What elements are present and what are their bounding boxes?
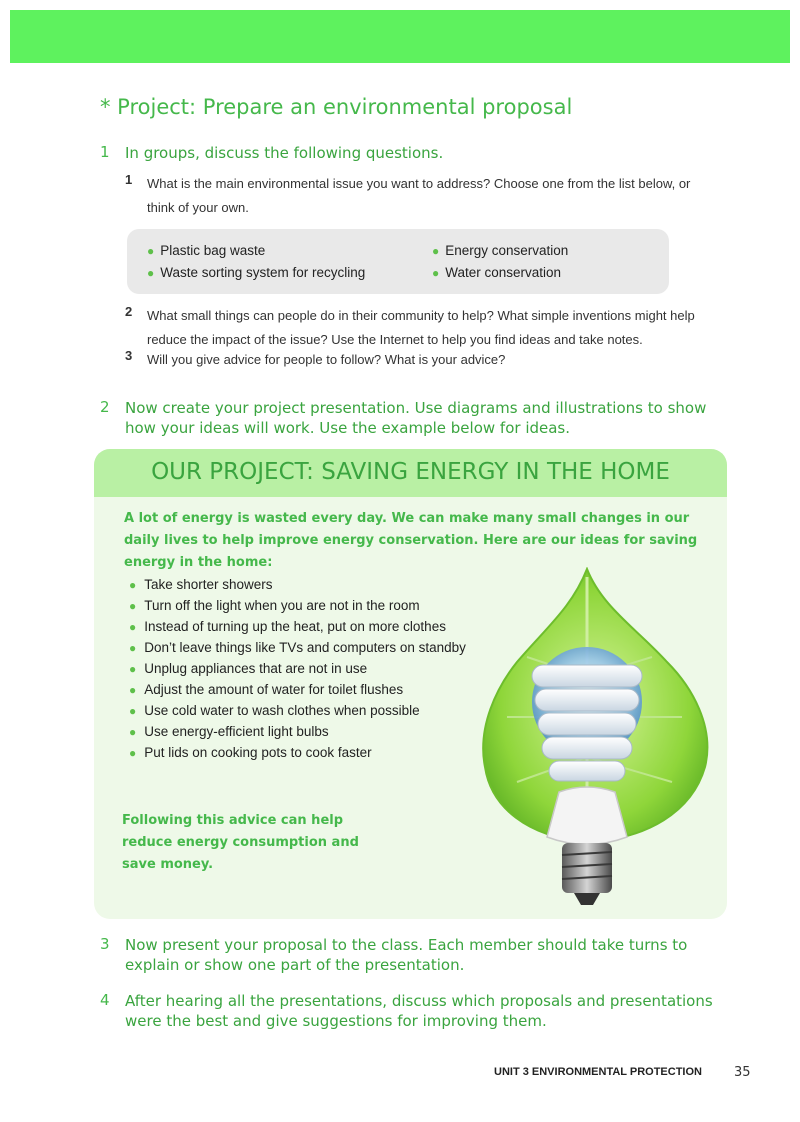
example-title: OUR PROJECT: SAVING ENERGY IN THE HOME (151, 459, 670, 485)
question-2-number: 2 (100, 398, 110, 416)
green-dot-icon: ● (129, 578, 137, 592)
sub-question-2 (125, 304, 695, 347)
green-dot-icon: ● (432, 266, 440, 280)
tip-item: ● Turn off the light when you are not in the room (129, 598, 420, 613)
top-banner (10, 10, 790, 63)
green-dot-icon: ● (129, 599, 137, 613)
green-dot-icon: ● (129, 725, 137, 739)
green-dot-icon: ● (129, 683, 137, 697)
option-item: ● Water conservation (432, 265, 562, 280)
example-project-panel (94, 449, 727, 919)
leaf-lightbulb-icon (477, 567, 717, 917)
green-dot-icon: ● (129, 620, 137, 634)
question-4-number: 4 (100, 991, 110, 1009)
tip-item: ● Use cold water to wash clothes when possible (129, 703, 420, 718)
green-dot-icon: ● (129, 704, 137, 718)
sub-question-text: What small things can people do in their community to help? What simple inventions might help reduce the impact of the issue? Use the Internet to help you find ideas and take notes. (147, 308, 695, 347)
tip-item: ● Use energy-efficient light bulbs (129, 724, 329, 739)
question-1-text: In groups, discuss the following questions. (125, 144, 444, 162)
green-dot-icon: ● (432, 244, 440, 258)
sub-question-number: 2 (125, 304, 133, 319)
question-2-text: Now create your project presentation. Use diagrams and illustrations to show how your ideas will work. Use the example below for ideas. (125, 399, 707, 437)
sub-question-number: 3 (125, 348, 133, 363)
tip-item: ● Take shorter showers (129, 577, 273, 592)
tip-item: ● Unplug appliances that are not in use (129, 661, 368, 676)
footer-unit-label: UNIT 3 ENVIRONMENTAL PROTECTION (494, 1066, 702, 1078)
tip-item: ● Don’t leave things like TVs and computers on standby (129, 640, 466, 655)
option-item: ● Energy conservation (432, 243, 569, 258)
question-1-number: 1 (100, 143, 110, 161)
question-4-text: After hearing all the presentations, discuss which proposals and presentations were the best and give suggestions for improving them. (125, 992, 713, 1030)
option-item: ● Plastic bag waste (147, 243, 266, 258)
sub-question-text: What is the main environmental issue you want to address? Choose one from the list below, or think of your own. (147, 176, 691, 215)
green-dot-icon: ● (129, 746, 137, 760)
issue-options-box (127, 229, 669, 294)
sub-question-1 (125, 172, 691, 215)
sub-question-3 (125, 348, 506, 367)
option-item: ● Waste sorting system for recycling (147, 265, 366, 280)
example-conclusion: Following this advice can help reduce energy consumption and save money. (122, 813, 359, 872)
example-intro: A lot of energy is wasted every day. We can make many small changes in our daily lives to help improve energy conservation. Here are our ideas for saving energy in the home: (124, 511, 698, 570)
sub-question-text: Will you give advice for people to follow? What is your advice? (147, 352, 506, 367)
sub-question-number: 1 (125, 172, 133, 187)
green-dot-icon: ● (129, 641, 137, 655)
green-dot-icon: ● (129, 662, 137, 676)
green-dot-icon: ● (147, 244, 155, 258)
page-title: * Project: Prepare an environmental proposal (100, 95, 573, 119)
green-dot-icon: ● (147, 266, 155, 280)
question-3-number: 3 (100, 935, 110, 953)
tip-item: ● Put lids on cooking pots to cook faster (129, 745, 372, 760)
question-3-text: Now present your proposal to the class. Each member should take turns to explain or show one part of the presentation. (125, 936, 688, 974)
tip-item: ● Adjust the amount of water for toilet flushes (129, 682, 404, 697)
tip-item: ● Instead of turning up the heat, put on more clothes (129, 619, 446, 634)
page-number: 35 (734, 1065, 751, 1080)
